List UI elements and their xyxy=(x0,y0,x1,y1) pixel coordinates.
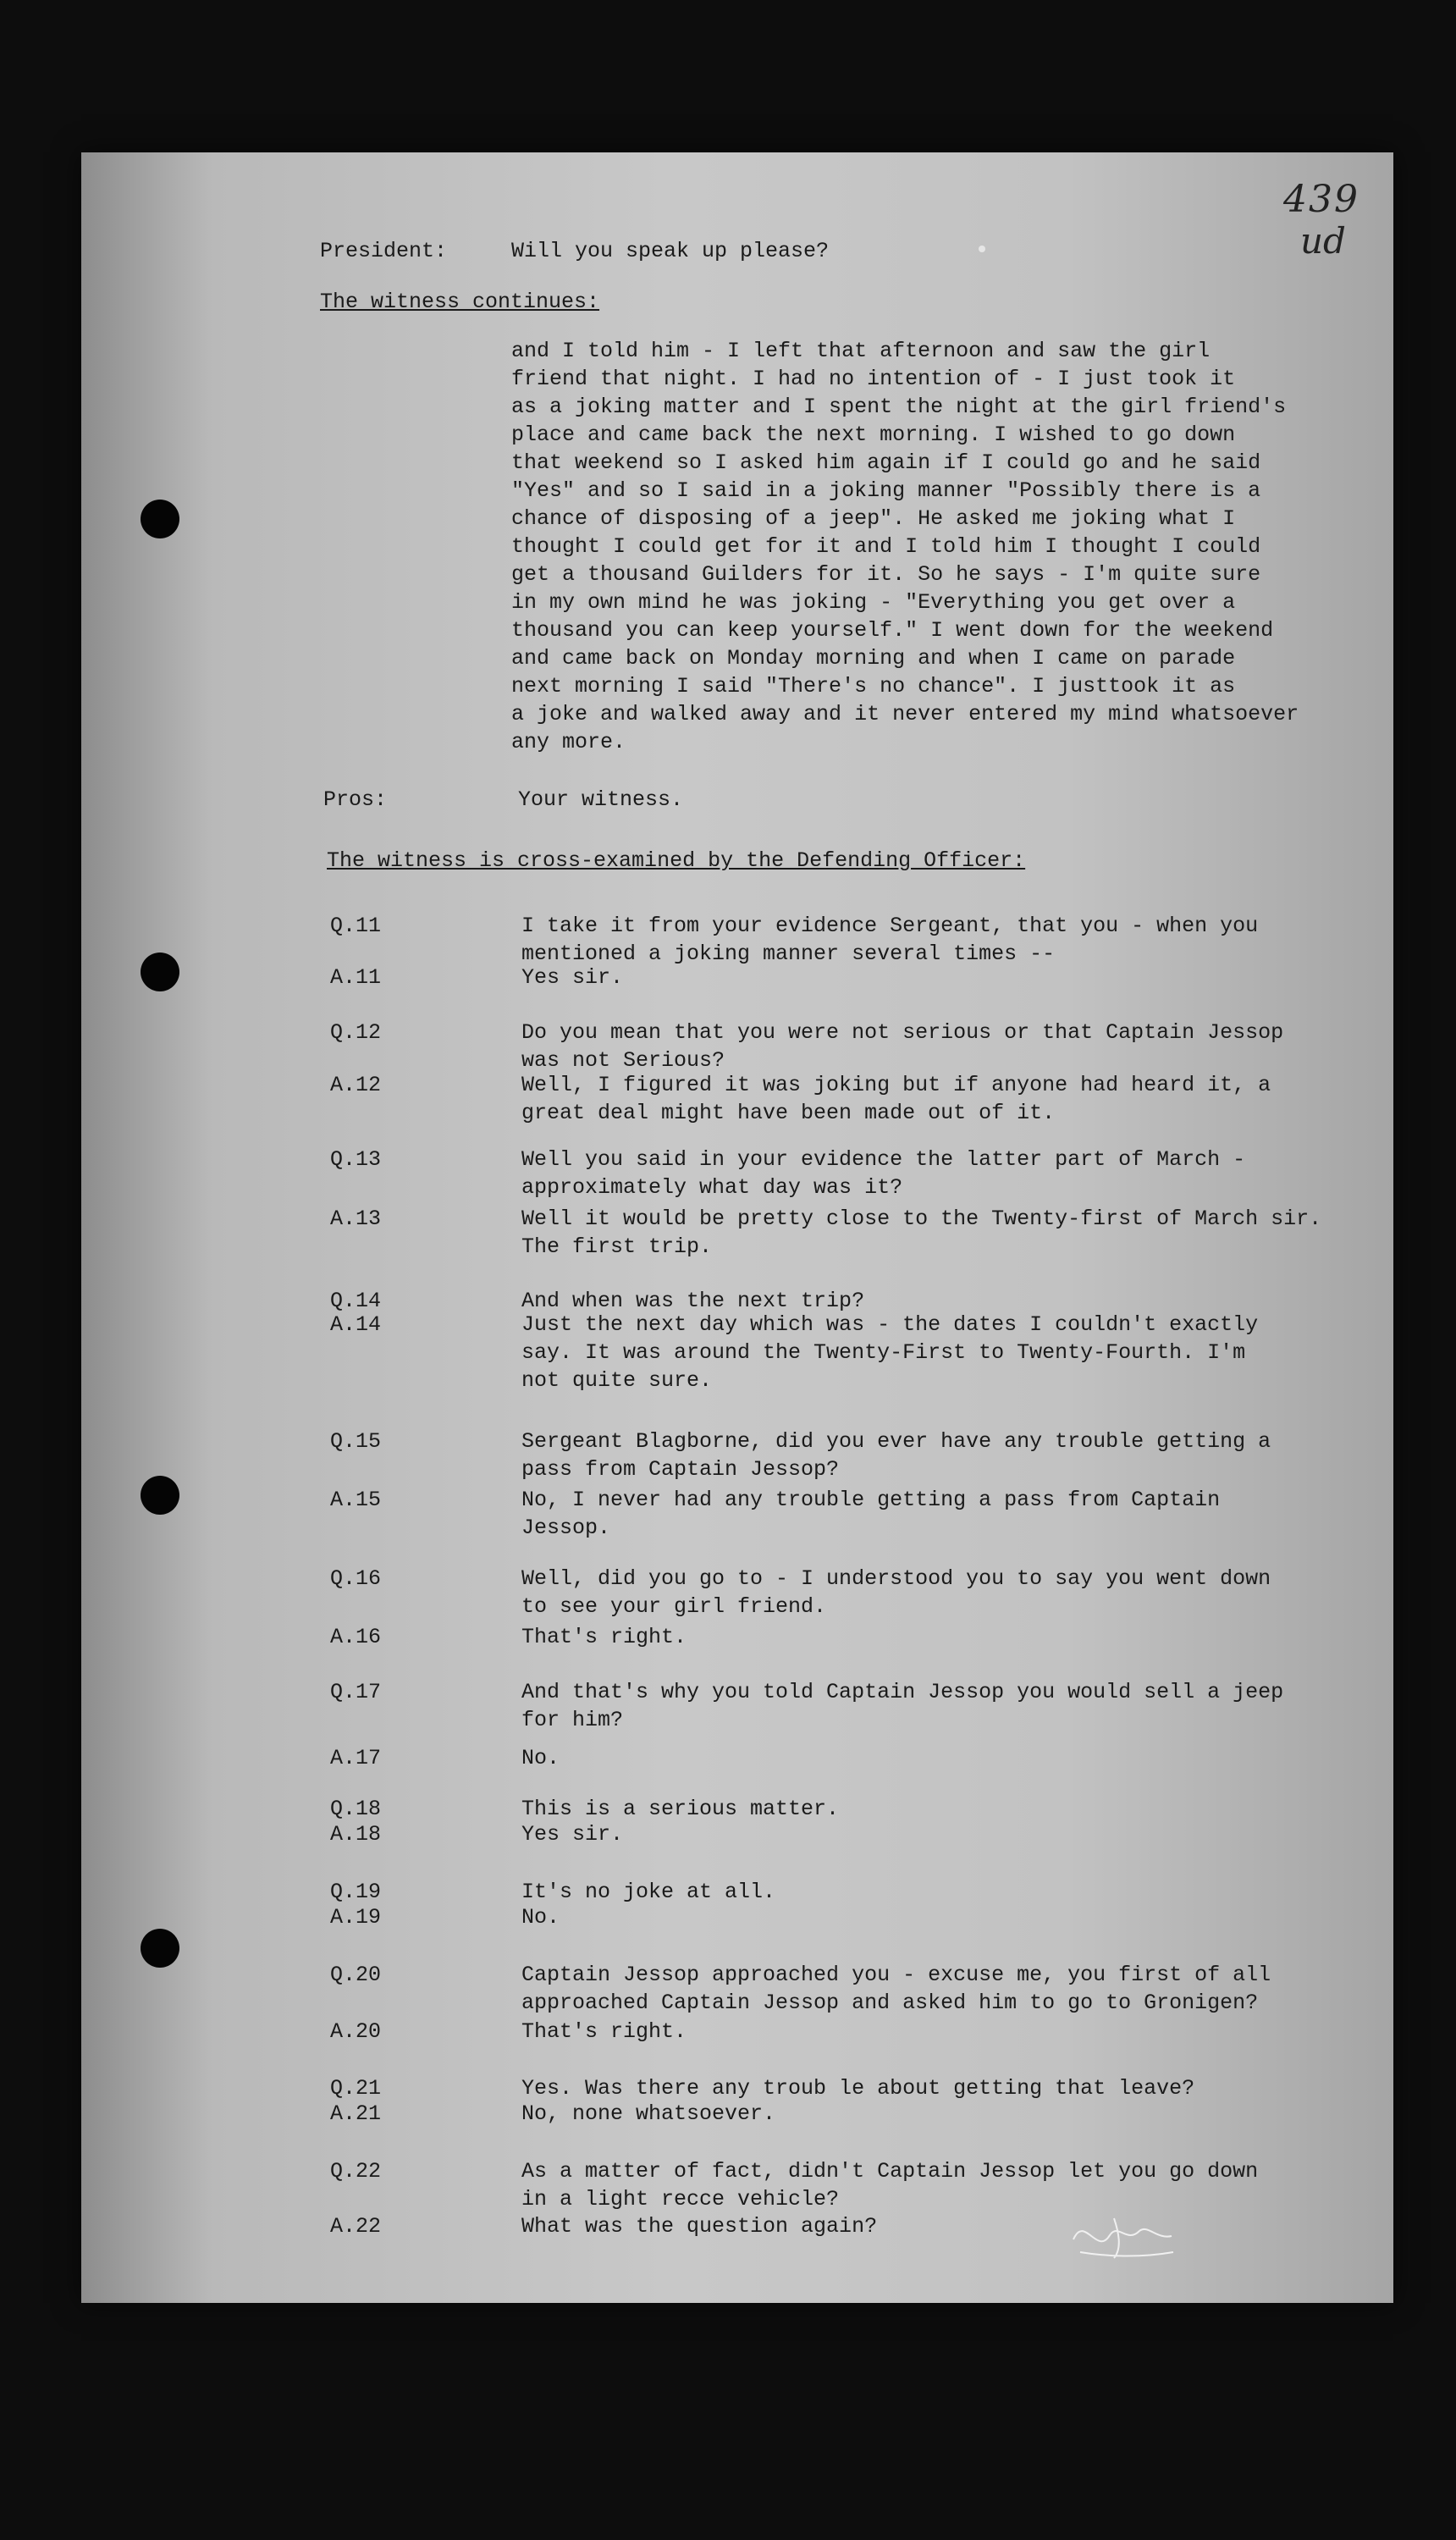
signature-mark xyxy=(1063,2206,1182,2265)
qa-text: I take it from your evidence Sergeant, that you - when you mentioned a joking manner several times -- xyxy=(521,914,1259,966)
qa-label: Q.15 xyxy=(330,1429,382,1454)
qa-text: Just the next day which was - the dates I couldn't exactly say. It was around the Twenty-First to Twenty-Fourth. I'm not quite sure. xyxy=(521,1312,1259,1393)
qa-label: Q.19 xyxy=(330,1880,382,1904)
qa-text: It's no joke at all. xyxy=(521,1880,776,1904)
qa-label: Q.17 xyxy=(330,1680,382,1704)
cross-examination-heading: The witness is cross-examined by the Defending Officer: xyxy=(327,848,1026,873)
qa-label: A.22 xyxy=(330,2214,382,2239)
qa-text: Yes sir. xyxy=(521,965,624,990)
punch-hole xyxy=(141,1929,179,1968)
qa-text: And when was the next trip? xyxy=(521,1289,865,1313)
qa-text: No, I never had any trouble getting a pass from Captain Jessop. xyxy=(521,1488,1221,1540)
qa-label: A.16 xyxy=(330,1625,382,1649)
qa-label: A.13 xyxy=(330,1206,382,1231)
qa-text: Sergeant Blagborne, did you ever have any trouble getting a pass from Captain Jessop? xyxy=(521,1429,1271,1482)
qa-label: A.14 xyxy=(330,1312,382,1337)
qa-text: Yes. Was there any troub le about getting that leave? xyxy=(521,2076,1195,2101)
qa-label: A.20 xyxy=(330,2019,382,2044)
qa-text: Yes sir. xyxy=(521,1822,624,1847)
qa-text: No, none whatsoever. xyxy=(521,2101,776,2126)
qa-label: Q.22 xyxy=(330,2159,382,2184)
pros-text: Your witness. xyxy=(518,787,684,812)
qa-text: What was the question again? xyxy=(521,2214,878,2239)
qa-text: Well, did you go to - I understood you to say you went down to see your girl friend. xyxy=(521,1566,1271,1619)
qa-text: No. xyxy=(521,1746,560,1770)
qa-text: Well, I figured it was joking but if anyone had heard it, a great deal might have been made out of it. xyxy=(521,1073,1271,1125)
document-page xyxy=(81,152,1393,2303)
qa-label: Q.18 xyxy=(330,1797,382,1821)
qa-text: That's right. xyxy=(521,1625,687,1649)
handwritten-initials: ud xyxy=(1300,220,1346,262)
qa-label: Q.14 xyxy=(330,1289,382,1313)
qa-text: As a matter of fact, didn't Captain Jessop let you go down in a light recce vehicle? xyxy=(521,2159,1259,2211)
page-number: 439 xyxy=(1283,178,1359,221)
president-label: President: xyxy=(320,239,448,263)
president-text: Will you speak up please? xyxy=(511,239,830,263)
qa-text: That's right. xyxy=(521,2019,687,2044)
qa-label: Q.20 xyxy=(330,1963,382,1987)
qa-label: A.15 xyxy=(330,1488,382,1512)
qa-label: A.18 xyxy=(330,1822,382,1847)
qa-text: Do you mean that you were not serious or that Captain Jessop was not Serious? xyxy=(521,1020,1284,1073)
qa-label: Q.16 xyxy=(330,1566,382,1591)
qa-label: A.11 xyxy=(330,965,382,990)
qa-label: A.12 xyxy=(330,1073,382,1097)
qa-text: Well it would be pretty close to the Twenty-first of March sir. The first trip. xyxy=(521,1206,1322,1259)
witness-statement: and I told him - I left that afternoon and saw the girl friend that night. I had no intention of - I just took it as a joking matter and I spent the night at the girl friend's place and came back the next morning. I wished to go down that weekend so I asked him again if I could go and he said "Yes" and so I said in a joking manner "Possibly there is a chance of disposing of a jeep". He asked me joking what I thought I could get for it and I told him I thought I could get a thousand Guilders for it. So he says - I'm quite sure in my own mind he was joking - "Everything you get over a thousand you can keep yourself." I went down for the weekend and came back on Monday morning and when I came on parade next morning I said "There's no chance". I justtook it as a joke and walked away and it never entered my mind whatsoever any more. xyxy=(511,339,1299,754)
qa-text: Well you said in your evidence the latter part of March - approximately what day was it? xyxy=(521,1147,1246,1200)
qa-label: A.19 xyxy=(330,1905,382,1930)
speck xyxy=(979,246,985,252)
qa-text: Captain Jessop approached you - excuse me, you first of all approached Captain Jessop and asked him to go to Gronigen? xyxy=(521,1963,1271,2015)
punch-hole xyxy=(141,952,179,991)
witness-continues-heading: The witness continues: xyxy=(320,290,600,314)
pros-label: Pros: xyxy=(323,787,388,812)
qa-text: This is a serious matter. xyxy=(521,1797,840,1821)
qa-text: And that's why you told Captain Jessop you would sell a jeep for him? xyxy=(521,1680,1284,1732)
qa-label: A.21 xyxy=(330,2101,382,2126)
punch-hole xyxy=(141,500,179,538)
qa-label: Q.21 xyxy=(330,2076,382,2101)
qa-label: Q.13 xyxy=(330,1147,382,1172)
qa-label: Q.12 xyxy=(330,1020,382,1045)
qa-text: No. xyxy=(521,1905,560,1930)
qa-label: A.17 xyxy=(330,1746,382,1770)
punch-hole xyxy=(141,1476,179,1515)
qa-label: Q.11 xyxy=(330,914,382,938)
